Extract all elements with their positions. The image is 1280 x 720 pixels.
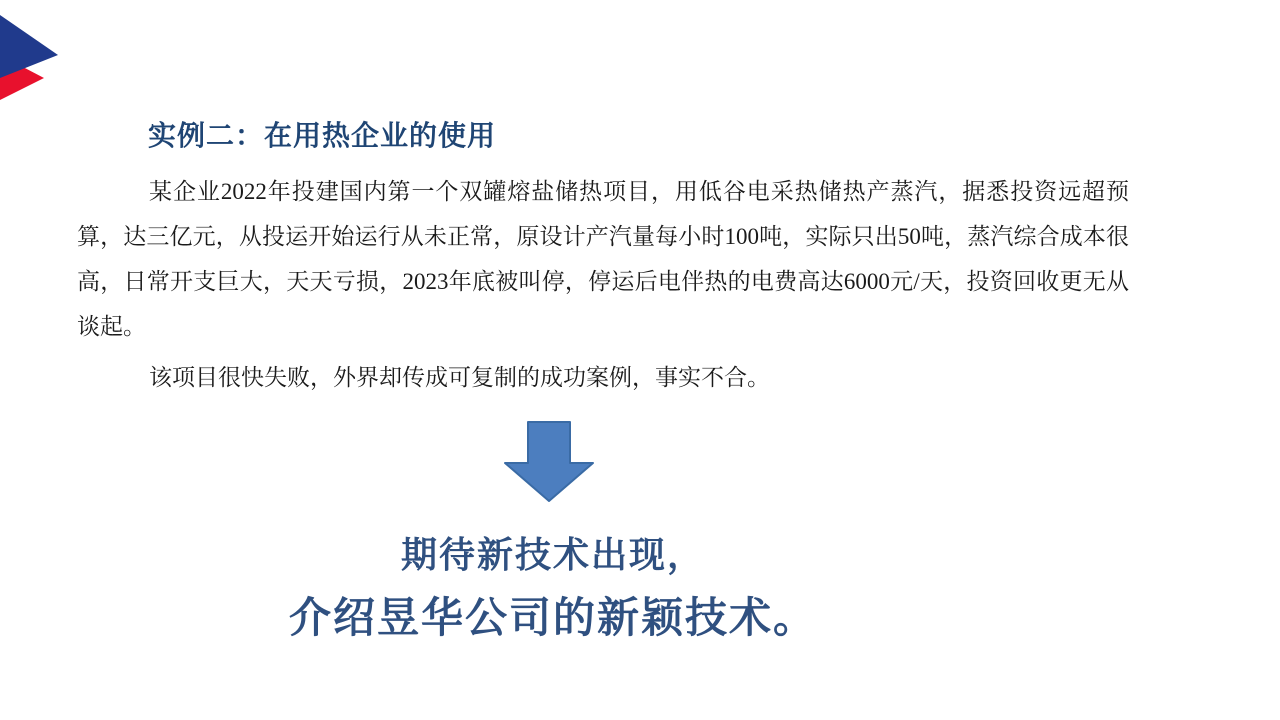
slide-title: 实例二：在用热企业的使用 [148, 120, 497, 151]
corner-flag-icon [0, 0, 70, 110]
body-paragraph-2: 该项目很快失败，外界却传成可复制的成功案例，事实不合。 [149, 365, 770, 390]
logo-blue-triangle [0, 15, 58, 78]
body-text-block [77, 169, 1129, 400]
conclusion-block [0, 532, 1106, 644]
conclusion-line-2: 介绍昱华公司的新颖技术。 [288, 594, 817, 641]
down-arrow-shape [505, 422, 593, 501]
down-arrow-icon [503, 421, 595, 503]
conclusion-line-1: 期待新技术出现， [400, 534, 705, 575]
body-paragraph-1: 某企业2022年投建国内第一个双罐熔盐储热项目，用低谷电采热储热产蒸汽，据悉投资远超预算，达三亿元，从投运开始运行从未正常，原设计产汽量每小时100吨，实际只出50吨，蒸汽综合成本很高，日常开支巨大，天天亏损，2023年底被叫停，停运后电伴热的电费高达6000元/天，投资回收更无从谈起。 [77, 179, 1129, 339]
